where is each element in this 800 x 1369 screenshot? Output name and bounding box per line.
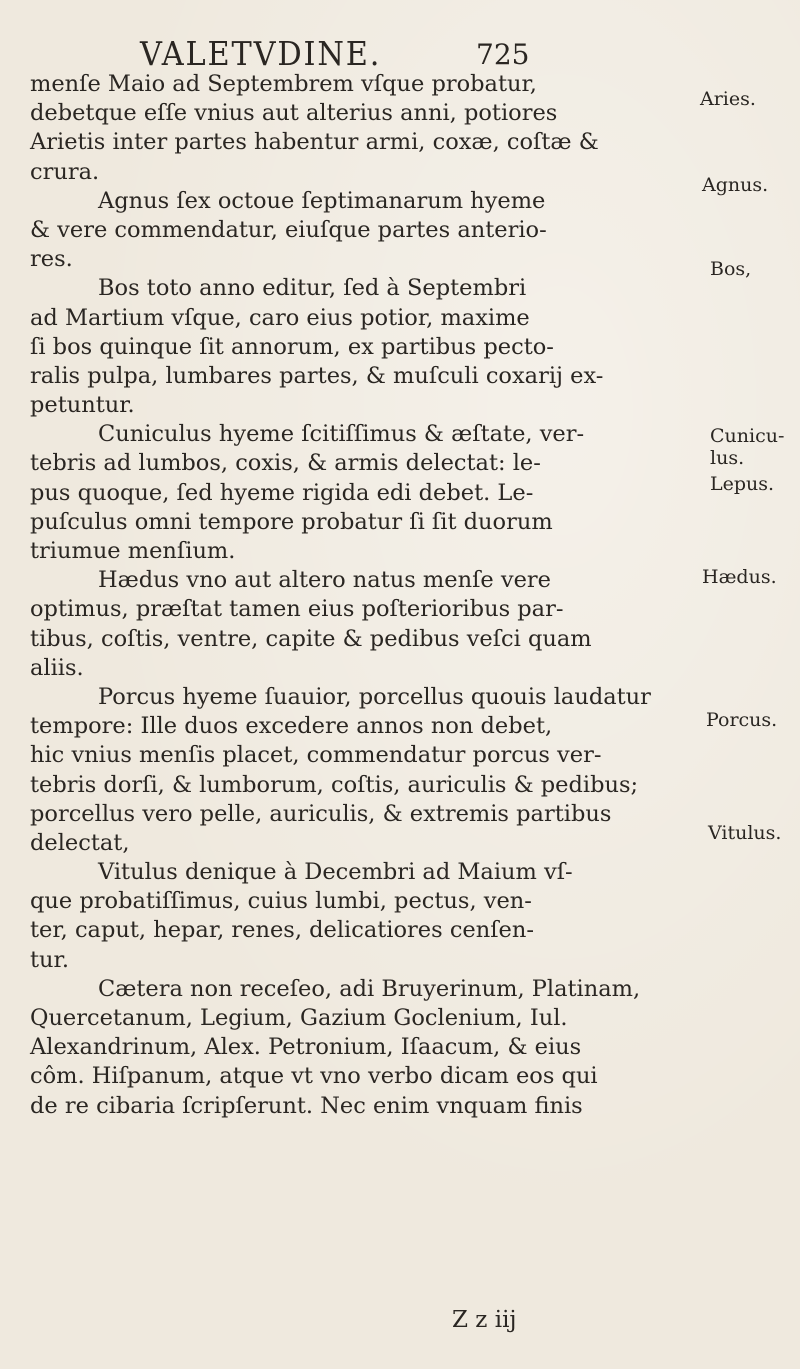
body-text — [30, 70, 651, 1121]
text-line: tebris ad lumbos, coxis, & armis delectat: le- — [30, 450, 541, 477]
text-line: pus quoque, ſed hyeme rigida edi debet. Le- — [30, 479, 534, 506]
text-line: ralis pulpa, lumbares partes, & muſculi coxarij ex- — [30, 362, 604, 389]
text-line: hic vnius menſis placet, commendatur porcus ver- — [30, 742, 602, 769]
text-line: tebris dorſi, & lumborum, coſtis, auriculis & pedibus; — [30, 771, 639, 798]
margin-note-vitulus: Vitulus. — [708, 822, 782, 844]
text-line: que probatiſſimus, cuius lumbi, pectus, ven- — [30, 888, 532, 915]
text-line: debetque eſſe vnius aut alterius anni, potiores — [30, 100, 558, 127]
text-line: côm. Hiſpanum, atque vt vno verbo dicam eos qui — [30, 1063, 598, 1090]
margin-note-haedus: Hædus. — [702, 566, 777, 588]
text-line: Hædus vno aut altero natus menſe vere — [98, 567, 551, 594]
page-header — [0, 28, 800, 73]
text-line: triumue menſium. — [30, 538, 236, 564]
text-line: ſi bos quinque ſit annorum, ex partibus pecto- — [30, 333, 554, 360]
text-line: crura. — [30, 158, 100, 185]
text-line: delectat, — [30, 829, 130, 856]
text-line: ter, caput, hepar, renes, delicatiores cenſen- — [30, 917, 534, 944]
text-line: ad Martium vſque, caro eius potior, maxime — [30, 304, 530, 331]
text-line: Quercetanum, Legium, Gazium Goclenium, Iul. — [30, 1005, 568, 1031]
text-line: petuntur. — [30, 392, 135, 419]
text-line: Cuniculus hyeme ſcitiſſimus & æſtate, ver- — [98, 421, 585, 448]
text-line: res. — [30, 246, 73, 273]
text-line: & vere commendatur, eiuſque partes anterio- — [30, 216, 547, 243]
text-line: Porcus hyeme ſuauior, porcellus quouis laudatur — [98, 683, 651, 710]
signature-mark: Z z iij — [452, 1307, 517, 1333]
text-line: porcellus vero pelle, auriculis, & extremis partibus — [30, 800, 612, 827]
margin-note-bos: Bos, — [710, 258, 752, 280]
text-line: Arietis inter partes habentur armi, coxæ, coſtæ & — [30, 129, 599, 156]
text-line: Vitulus denique à Decembri ad Maium vſ- — [98, 859, 573, 886]
text-line: menſe Maio ad Septembrem vſque probatur, — [30, 71, 537, 97]
text-line: Alexandrinum, Alex. Petronium, Iſaacum, & eius — [30, 1034, 582, 1061]
text-line: Bos toto anno editur, ſed à Septembri — [98, 275, 527, 302]
margin-note-agnus: Agnus. — [702, 174, 769, 196]
text-line: de re cibaria ſcripſerunt. Nec enim vnquam finis — [30, 1092, 583, 1119]
text-line: optimus, præſtat tamen eius poſterioribus par- — [30, 596, 564, 623]
text-line: Cætera non receſeo, adi Bruyerinum, Platinam, — [98, 975, 641, 1002]
text-line: aliis. — [30, 654, 84, 681]
text-line: tibus, coſtis, ventre, capite & pedibus veſci quam — [30, 625, 592, 652]
margin-note-cuniculus: Cunicu-lus. — [710, 425, 785, 469]
margin-note-lepus: Lepus. — [710, 473, 775, 495]
text-line: tempore: Ille duos excedere annos non debet, — [30, 713, 553, 740]
text-line: puſculus omni tempore probatur ſi ſit duorum — [30, 508, 553, 535]
text-line: tur. — [30, 946, 69, 973]
page-number: 725 — [476, 38, 530, 71]
text-line: Agnus ſex octoue ſeptimanarum hyeme — [98, 187, 546, 214]
margin-note-aries: Aries. — [700, 88, 756, 110]
running-title: VALETVDINE. — [140, 34, 382, 73]
margin-note-porcus: Porcus. — [706, 709, 778, 731]
